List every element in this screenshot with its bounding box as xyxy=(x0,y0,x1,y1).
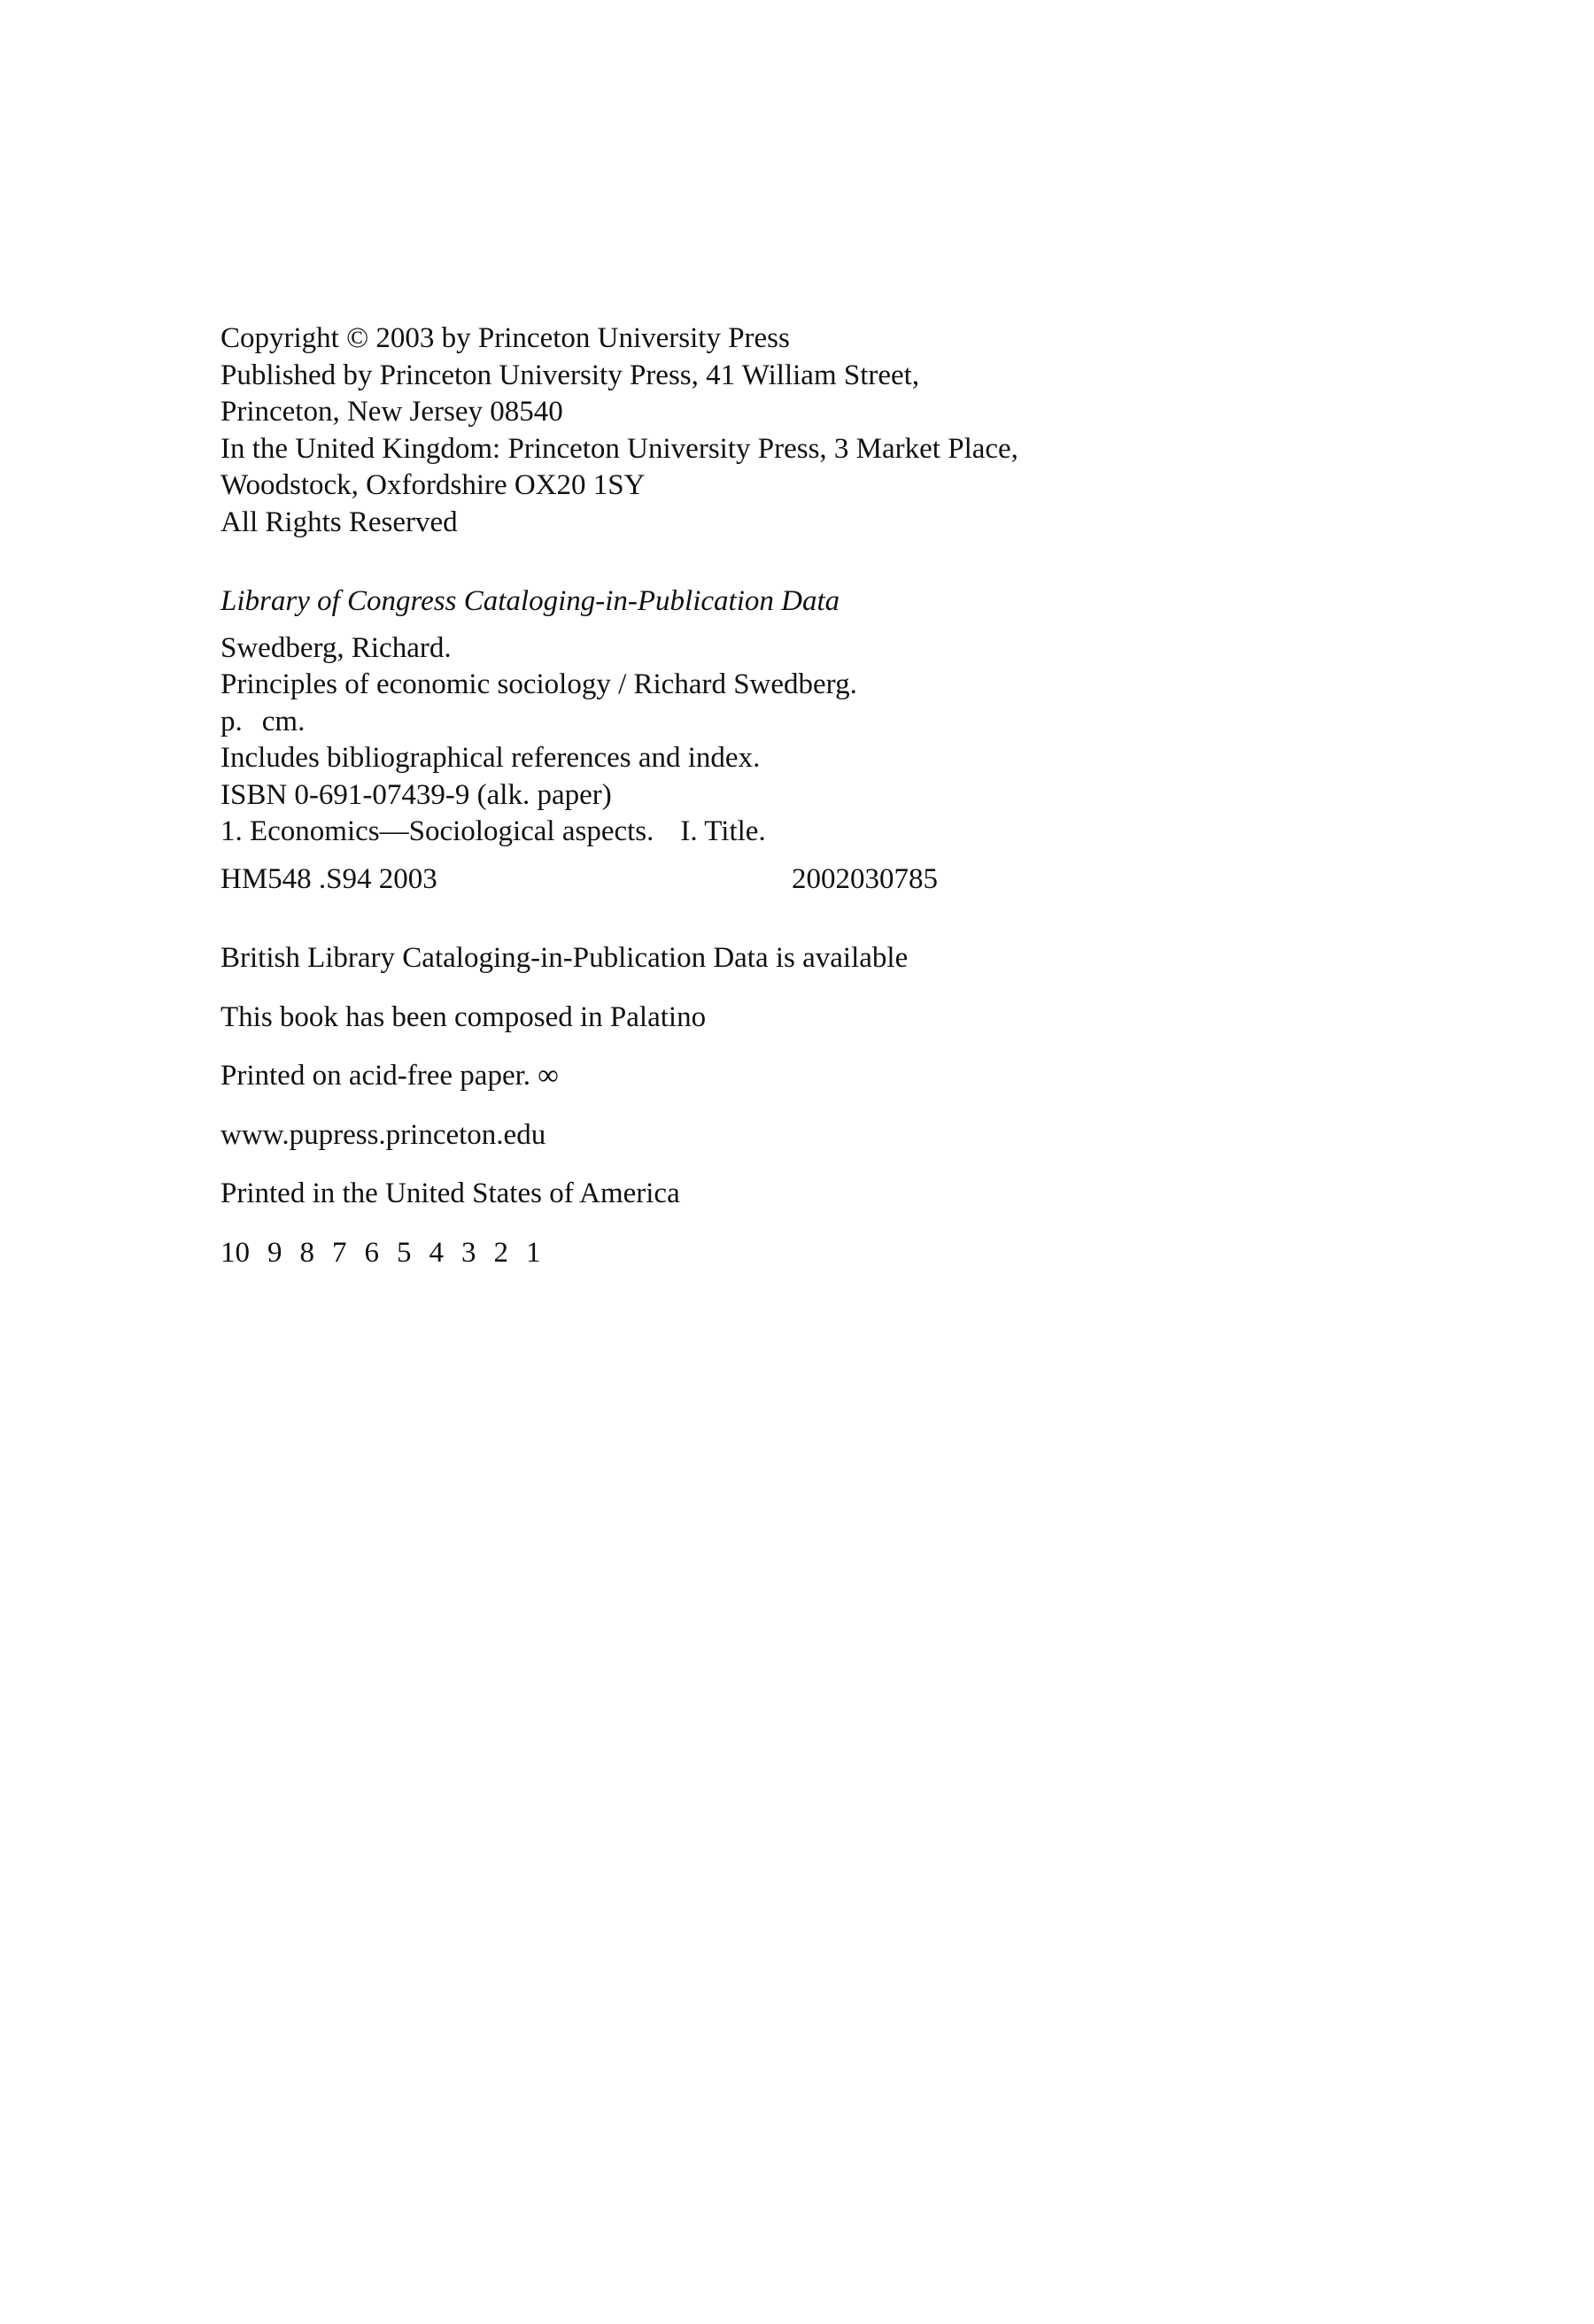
printing-number: 9 xyxy=(267,1236,282,1269)
rights-line: All Rights Reserved xyxy=(221,506,458,538)
printing-number: 4 xyxy=(429,1236,444,1269)
publisher-address-line: Princeton, New Jersey 08540 xyxy=(221,396,563,428)
printed-in-note: Printed in the United States of America xyxy=(221,1177,680,1209)
printing-number: 2 xyxy=(493,1236,508,1269)
copyright-page xyxy=(221,320,1389,1271)
british-library-note: British Library Cataloging-in-Publication Data is available xyxy=(221,942,909,974)
cip-author: Swedberg, Richard. xyxy=(221,631,452,664)
printing-number: 7 xyxy=(332,1236,347,1269)
cip-call-number-row xyxy=(221,861,938,899)
publisher-line: Published by Princeton University Press, 41 William Street, xyxy=(221,359,920,391)
printing-number: 6 xyxy=(364,1236,379,1269)
cip-title-entry: I. Title. xyxy=(680,815,766,847)
cip-title: Principles of economic sociology / Richard Swedberg. xyxy=(221,668,857,700)
printing-number: 8 xyxy=(299,1236,314,1269)
printing-number: 10 xyxy=(221,1236,250,1269)
publisher-website: www.pupress.princeton.edu xyxy=(221,1118,546,1151)
cip-pages-size xyxy=(221,704,1389,741)
cip-subjects xyxy=(221,814,1389,851)
cip-isbn: ISBN 0-691-07439-9 (alk. paper) xyxy=(221,778,612,811)
copyright-block xyxy=(221,320,1389,541)
copyright-line: Copyright © 2003 by Princeton University Press xyxy=(221,322,790,354)
cip-call-number: HM548 .S94 2003 xyxy=(221,862,437,895)
uk-publisher-line: In the United Kingdom: Princeton University Press, 3 Market Place, xyxy=(221,432,1018,465)
printing-number: 3 xyxy=(461,1236,476,1269)
uk-address-line: Woodstock, Oxfordshire OX20 1SY xyxy=(221,469,646,501)
cip-lccn: 2002030785 xyxy=(792,862,938,895)
typeface-note: This book has been composed in Palatino xyxy=(221,1000,707,1033)
paper-note: Printed on acid-free paper. ∞ xyxy=(221,1060,559,1092)
cip-pages: p. xyxy=(221,705,243,737)
cip-bibliography: Includes bibliographical references and index. xyxy=(221,742,761,774)
cip-heading: Library of Congress Cataloging-in-Publication Data xyxy=(221,585,840,617)
printing-number: 5 xyxy=(397,1236,412,1269)
cip-record xyxy=(221,630,1389,899)
printing-number-line xyxy=(221,1235,1389,1272)
cip-size: cm. xyxy=(261,705,306,737)
printing-number: 1 xyxy=(526,1236,541,1269)
cip-subject: 1. Economics—Sociological aspects. xyxy=(221,815,654,847)
